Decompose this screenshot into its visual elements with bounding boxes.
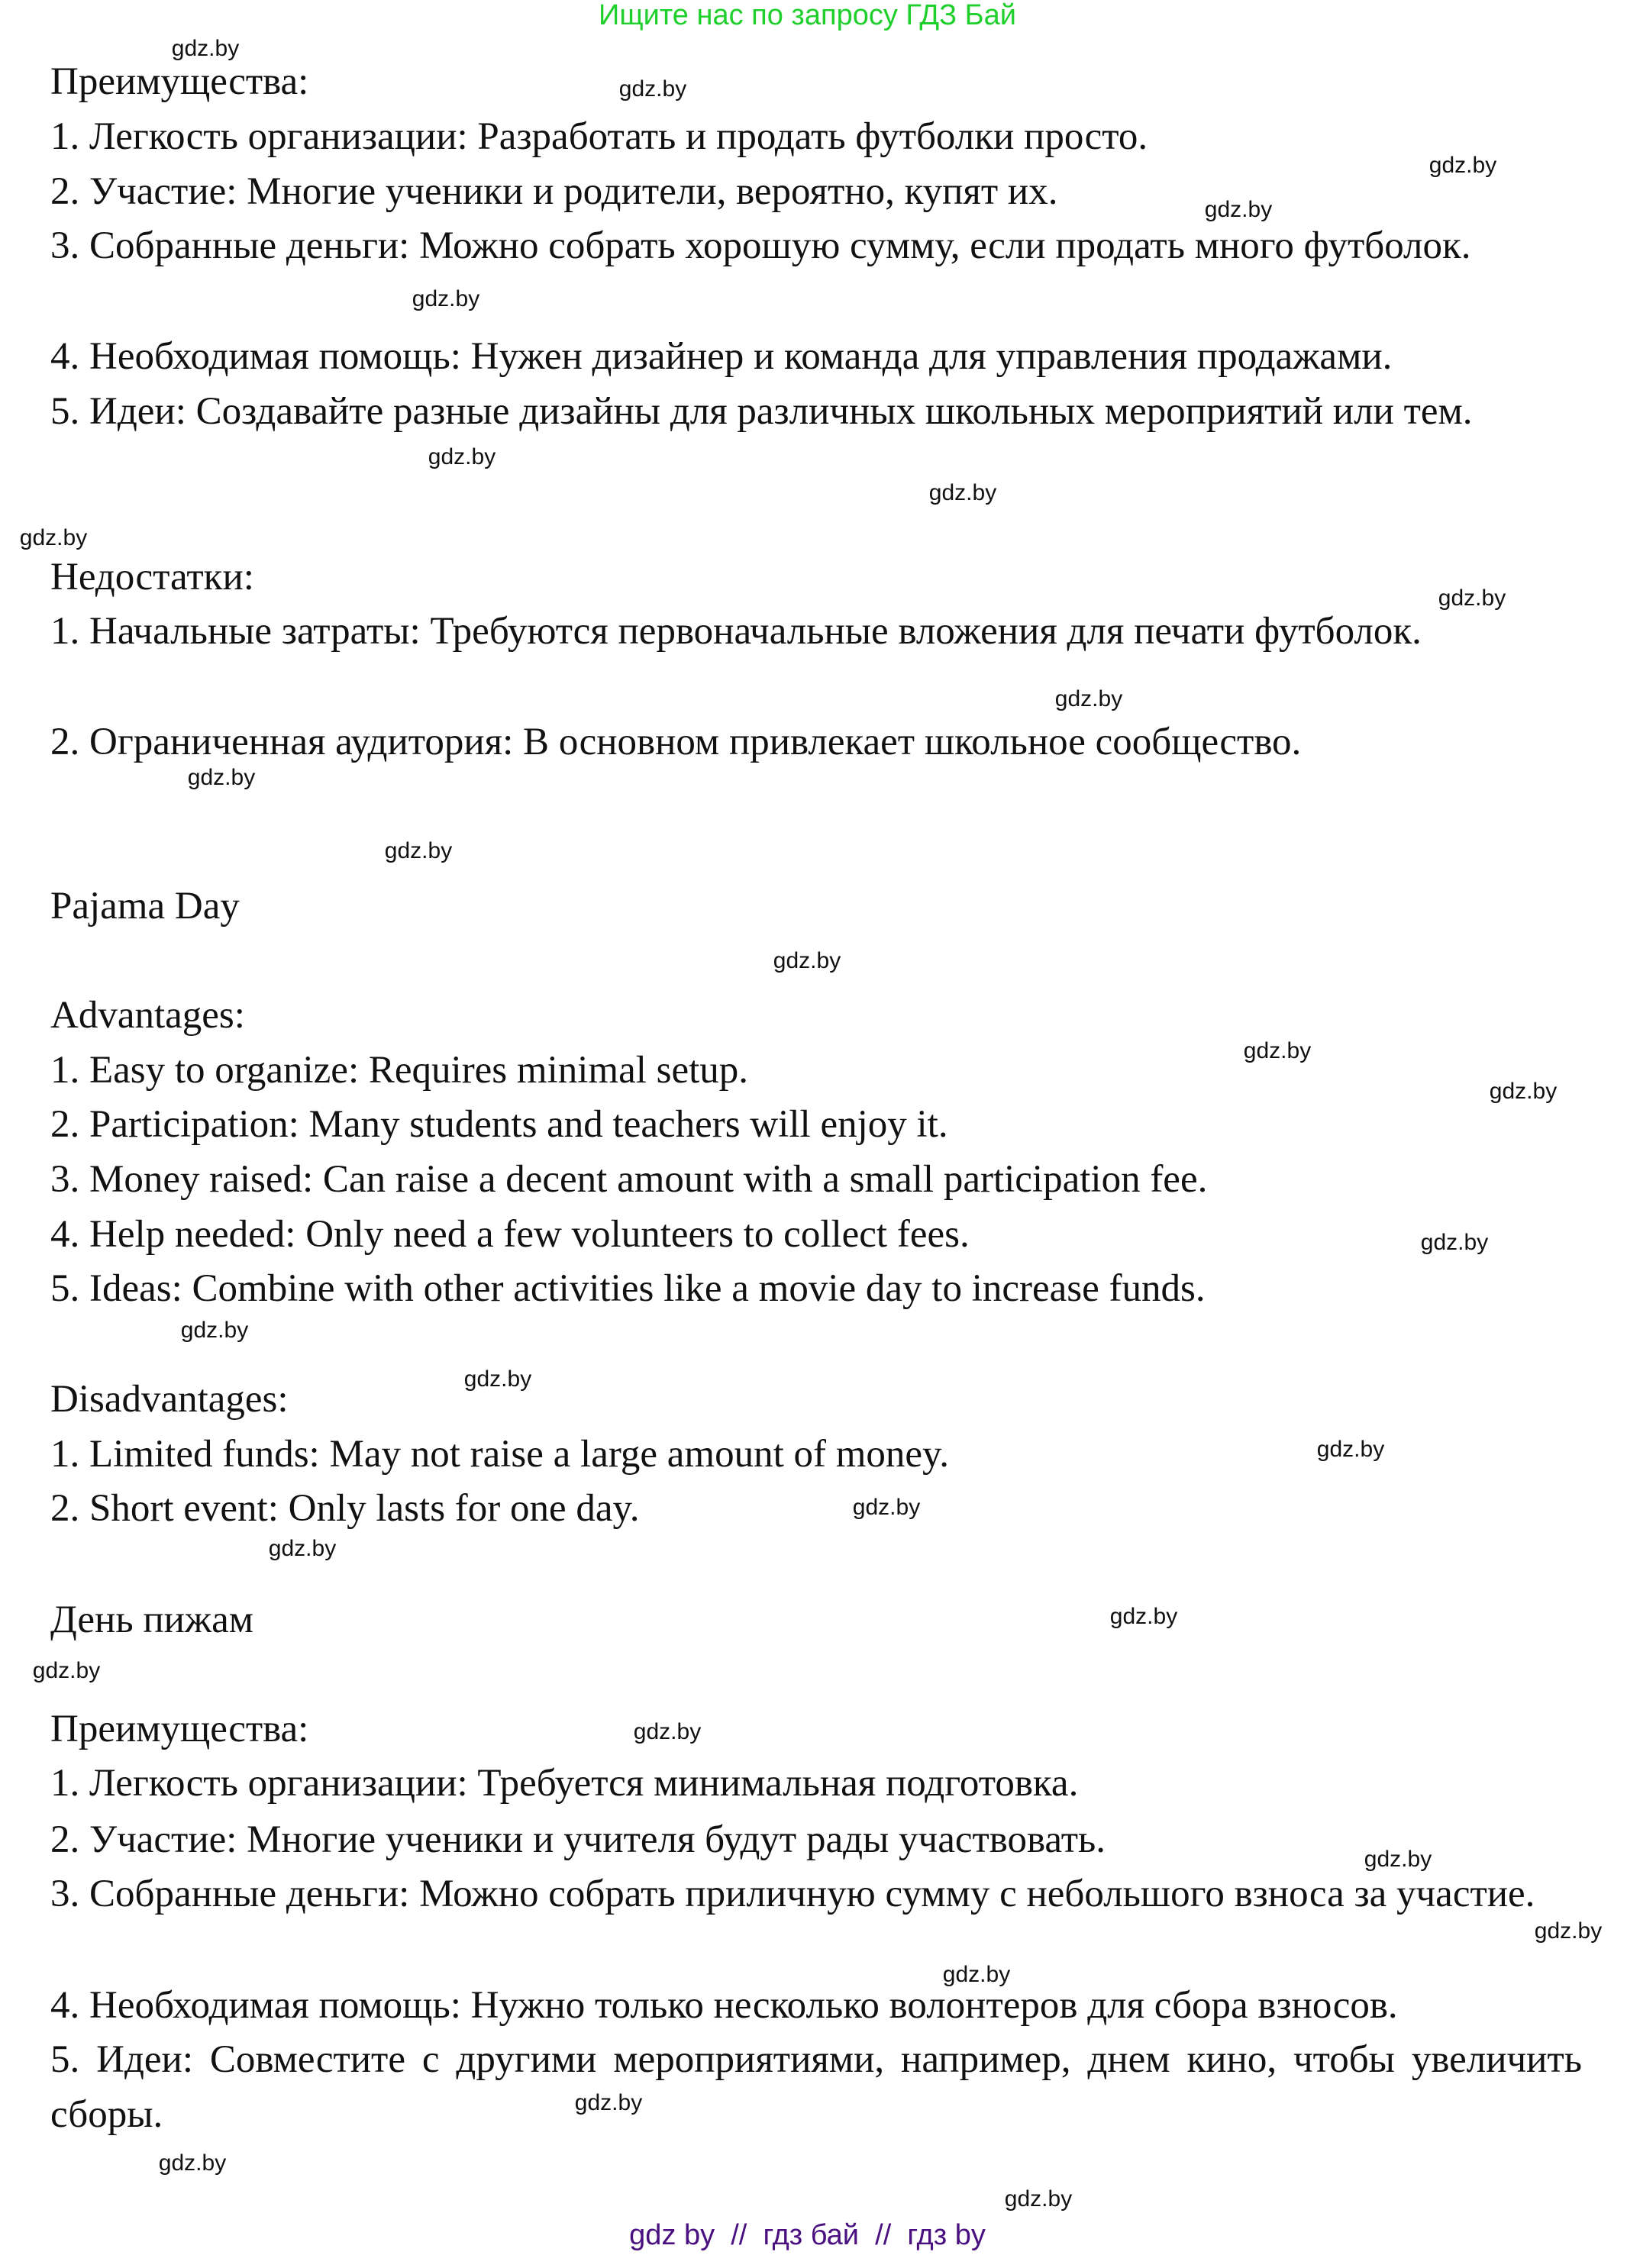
- watermark: gdz.by: [618, 76, 687, 102]
- watermark: gdz.by: [1489, 1079, 1558, 1104]
- watermark: gdz.by: [574, 2090, 643, 2115]
- watermark: gdz.by: [158, 2150, 227, 2176]
- watermark: gdz.by: [1054, 686, 1123, 711]
- watermark: gdz.by: [1420, 1230, 1489, 1255]
- watermark: gdz.by: [187, 765, 256, 790]
- watermark: gdz.by: [19, 525, 88, 550]
- list-item: 2. Участие: Многие ученики и учителя будут рады участвовать.: [50, 1818, 1106, 1861]
- list-item: 2. Participation: Many students and teachers will enjoy it.: [50, 1103, 948, 1146]
- list-item: 3. Собранные деньги: Можно собрать приличную сумму с небольшого взноса за участие.: [50, 1873, 1535, 1915]
- watermark: gdz.by: [1428, 153, 1497, 178]
- section-heading: Недостатки:: [50, 556, 254, 598]
- section-heading: Advantages:: [50, 994, 245, 1037]
- watermark: gdz.by: [412, 286, 480, 311]
- footer-banner: gdz by // гдз бай // гдз by: [629, 2219, 986, 2251]
- list-item: 3. Money raised: Can raise a decent amount with a small participation fee.: [50, 1158, 1208, 1201]
- list-item: 1. Легкость организации: Требуется минимальная подготовка.: [50, 1762, 1079, 1805]
- list-item: 5. Идеи: Совместите с другими мероприятиями, например, днем кино, чтобы увеличить сборы.: [50, 2038, 1582, 2136]
- watermark: gdz.by: [268, 1536, 337, 1561]
- list-item: 1. Легкость организации: Разработать и продать футболки просто.: [50, 115, 1148, 158]
- section-heading: Преимущества:: [50, 1708, 309, 1750]
- section-heading: Disadvantages:: [50, 1378, 289, 1421]
- watermark: gdz.by: [942, 1962, 1011, 1987]
- watermark: gdz.by: [180, 1318, 249, 1343]
- section-heading: Pajama Day: [50, 885, 240, 928]
- list-item: 2. Short event: Only lasts for one day.: [50, 1487, 640, 1530]
- list-item: 4. Необходимая помощь: Нужен дизайнер и команда для управления продажами.: [50, 335, 1393, 378]
- watermark: gdz.by: [1004, 2186, 1073, 2212]
- watermark: gdz.by: [1316, 1437, 1385, 1462]
- watermark: gdz.by: [852, 1495, 921, 1520]
- list-item: 1. Easy to organize: Requires minimal setup.: [50, 1049, 749, 1092]
- section-heading: Преимущества:: [50, 60, 309, 103]
- watermark: gdz.by: [928, 480, 997, 505]
- watermark: gdz.by: [171, 36, 240, 61]
- list-item: 2. Ограниченная аудитория: В основном привлекает школьное сообщество.: [50, 721, 1302, 763]
- watermark: gdz.by: [773, 948, 841, 973]
- list-item: 4. Help needed: Only need a few volunteers to collect fees.: [50, 1213, 970, 1256]
- list-item: 1. Начальные затраты: Требуются первоначальные вложения для печати футболок.: [50, 610, 1422, 653]
- watermark: gdz.by: [1364, 1847, 1432, 1872]
- watermark: gdz.by: [428, 444, 496, 469]
- watermark: gdz.by: [384, 838, 453, 863]
- watermark: gdz.by: [1243, 1038, 1312, 1063]
- list-item: 3. Собранные деньги: Можно собрать хорошую сумму, если продать много футболок.: [50, 224, 1471, 267]
- list-item: 2. Участие: Многие ученики и родители, вероятно, купят их.: [50, 170, 1058, 213]
- watermark: gdz.by: [32, 1658, 101, 1683]
- section-heading: День пижам: [50, 1599, 254, 1641]
- watermark: gdz.by: [463, 1366, 532, 1392]
- watermark: gdz.by: [633, 1719, 702, 1744]
- watermark: gdz.by: [1438, 586, 1506, 611]
- list-item: 5. Ideas: Combine with other activities like a movie day to increase funds.: [50, 1267, 1206, 1310]
- watermark: gdz.by: [1204, 197, 1273, 222]
- watermark: gdz.by: [1109, 1604, 1178, 1629]
- list-item: 5. Идеи: Создавайте разные дизайны для различных школьных мероприятий или тем.: [50, 390, 1473, 433]
- list-item: 4. Необходимая помощь: Нужно только несколько волонтеров для сбора взносов.: [50, 1984, 1398, 2027]
- search-banner: Ищите нас по запросу ГДЗ Бай: [599, 0, 1016, 31]
- watermark: gdz.by: [1534, 1918, 1603, 1944]
- list-item: 1. Limited funds: May not raise a large amount of money.: [50, 1433, 949, 1476]
